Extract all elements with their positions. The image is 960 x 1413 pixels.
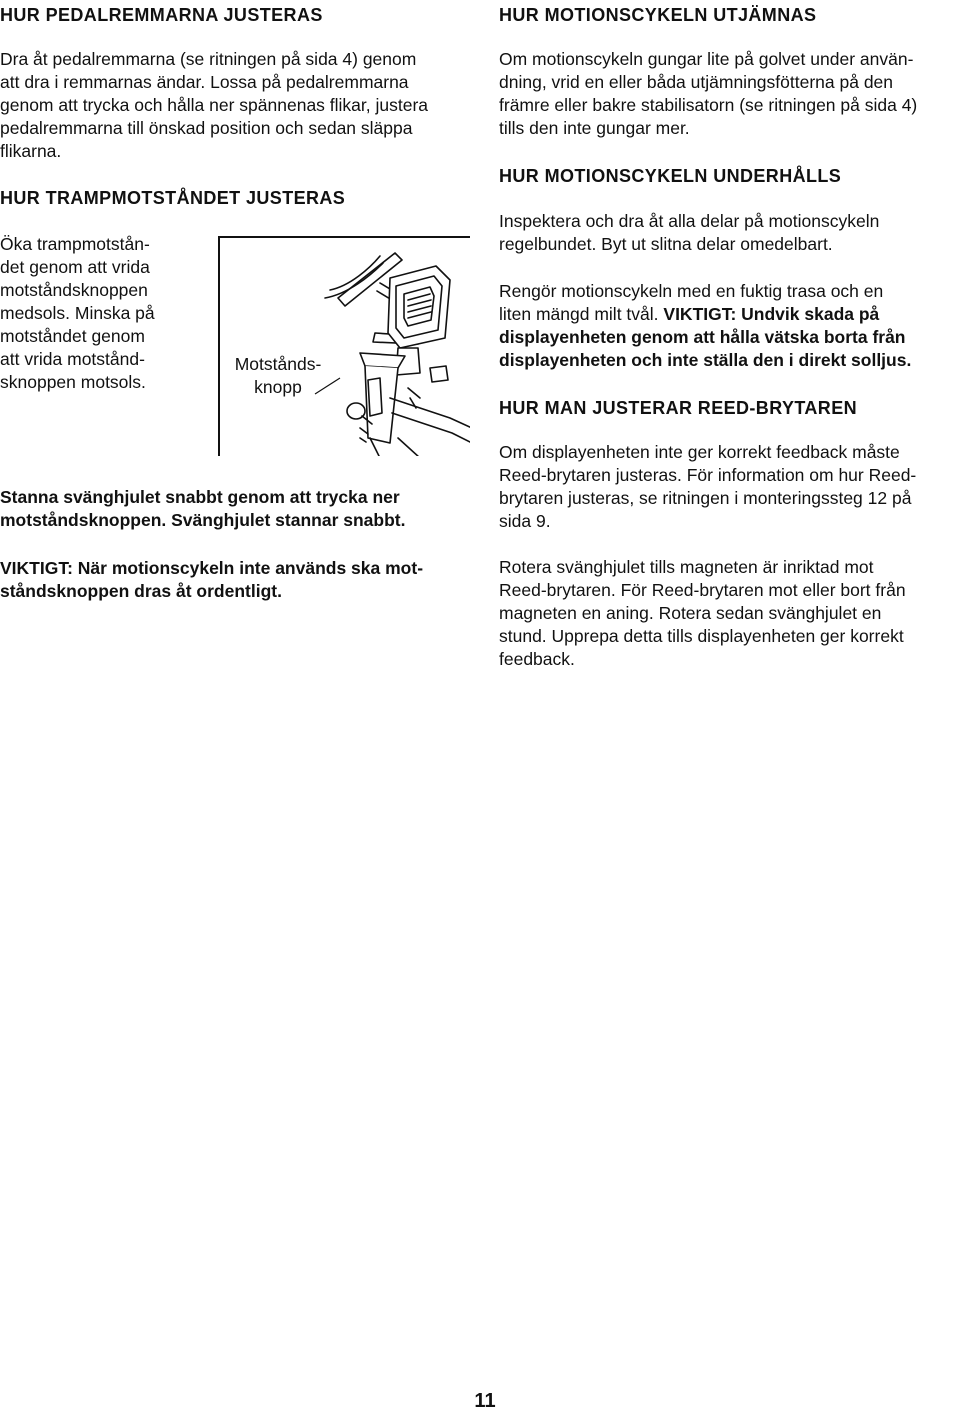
level-line: dning, vrid en eller båda utjämningsfötterna på den <box>499 72 894 92</box>
maintenance-line: regelbundet. Byt ut slitna delar omedelbart. <box>499 234 833 254</box>
reed-line: Reed-brytaren. För Reed-brytaren mot eller bort från <box>499 580 906 600</box>
resistance-line: sknoppen motsols. <box>0 372 146 392</box>
resistance-knob-figure <box>218 236 470 456</box>
reed-paragraph-2 <box>499 556 960 671</box>
cleaning-line: displayenheten och inte ställa den i direkt solljus. <box>499 350 912 370</box>
exercise-bike-illustration <box>220 238 470 456</box>
page-number: 11 <box>474 1390 496 1412</box>
important-line: VIKTIGT: När motionscykeln inte används ska mot- <box>0 558 424 578</box>
resistance-heading: HUR TRAMPMOTSTÅNDET JUSTERAS <box>0 188 346 208</box>
resistance-line: att vrida motstånd- <box>0 349 145 369</box>
resistance-line: motståndet genom <box>0 326 145 346</box>
figure-label-line: Motstånds- <box>234 354 322 374</box>
level-line: Om motionscykeln gungar lite på golvet under använ- <box>499 49 914 69</box>
cleaning-important-text: VIKTIGT: Undvik skada på <box>663 304 880 324</box>
reed-line: Reed-brytaren justeras. För information om hur Reed- <box>499 465 917 485</box>
important-paragraph <box>0 557 470 603</box>
cleaning-normal-text: liten mängd milt tvål. <box>499 304 659 324</box>
pedal-line: Dra åt pedalremmarna (se ritningen på sida 4) genom <box>0 49 417 69</box>
cleaning-line: Rengör motionscykeln med en fuktig trasa och en <box>499 281 884 301</box>
stop-paragraph <box>0 486 470 532</box>
resistance-line: medsols. Minska på <box>0 303 155 323</box>
resistance-line: Öka trampmotstån- <box>0 234 150 254</box>
level-line: tills den inte gungar mer. <box>499 118 690 138</box>
reed-line: Om displayenheten inte ger korrekt feedback måste <box>499 442 900 462</box>
reed-line: feedback. <box>499 649 575 669</box>
reed-heading: HUR MAN JUSTERAR REED-BRYTAREN <box>499 398 858 418</box>
cleaning-paragraph <box>499 280 960 372</box>
resistance-line: det genom att vrida <box>0 257 150 277</box>
maintenance-heading: HUR MOTIONSCYKELN UNDERHÅLLS <box>499 166 842 186</box>
reed-line: stund. Upprepa detta tills displayenheten ger korrekt <box>499 626 904 646</box>
pedal-paragraph <box>0 48 470 163</box>
reed-line: sida 9. <box>499 511 551 531</box>
pedal-line: pedalremmarna till önskad position och sedan släppa <box>0 118 413 138</box>
stop-line: motståndsknoppen. Svänghjulet stannar snabbt. <box>0 510 406 530</box>
level-heading: HUR MOTIONSCYKELN UTJÄMNAS <box>499 5 817 25</box>
figure-label <box>228 353 328 399</box>
pedal-heading: HUR PEDALREMMARNA JUSTERAS <box>0 5 323 25</box>
maintenance-line: Inspektera och dra åt alla delar på motionscykeln <box>499 211 880 231</box>
level-paragraph <box>499 48 960 140</box>
pedal-line: att dra i remmarnas ändar. Lossa på pedalremmarna <box>0 72 409 92</box>
stop-line: Stanna svänghjulet snabbt genom att trycka ner <box>0 487 400 507</box>
pedal-line: genom att trycka och hålla ner spännenas flikar, justera <box>0 95 429 115</box>
level-line: främre eller bakre stabilisatorn (se ritningen på sida 4) <box>499 95 918 115</box>
important-line: ståndsknoppen dras åt ordentligt. <box>0 581 282 601</box>
figure-label-line: knopp <box>254 377 302 397</box>
resistance-line: motståndsknoppen <box>0 280 148 300</box>
maintenance-paragraph <box>499 210 960 256</box>
cleaning-line: displayenheten genom att hålla vätska borta från <box>499 327 906 347</box>
reed-paragraph-1 <box>499 441 960 533</box>
reed-line: Rotera svänghjulet tills magneten är inriktad mot <box>499 557 874 577</box>
reed-line: magneten en aning. Rotera sedan svänghjulet en <box>499 603 882 623</box>
pedal-line: flikarna. <box>0 141 62 161</box>
reed-line: brytaren justeras, se ritningen i monteringssteg 12 på <box>499 488 912 508</box>
cleaning-line <box>499 303 960 326</box>
resistance-paragraph <box>0 233 215 394</box>
